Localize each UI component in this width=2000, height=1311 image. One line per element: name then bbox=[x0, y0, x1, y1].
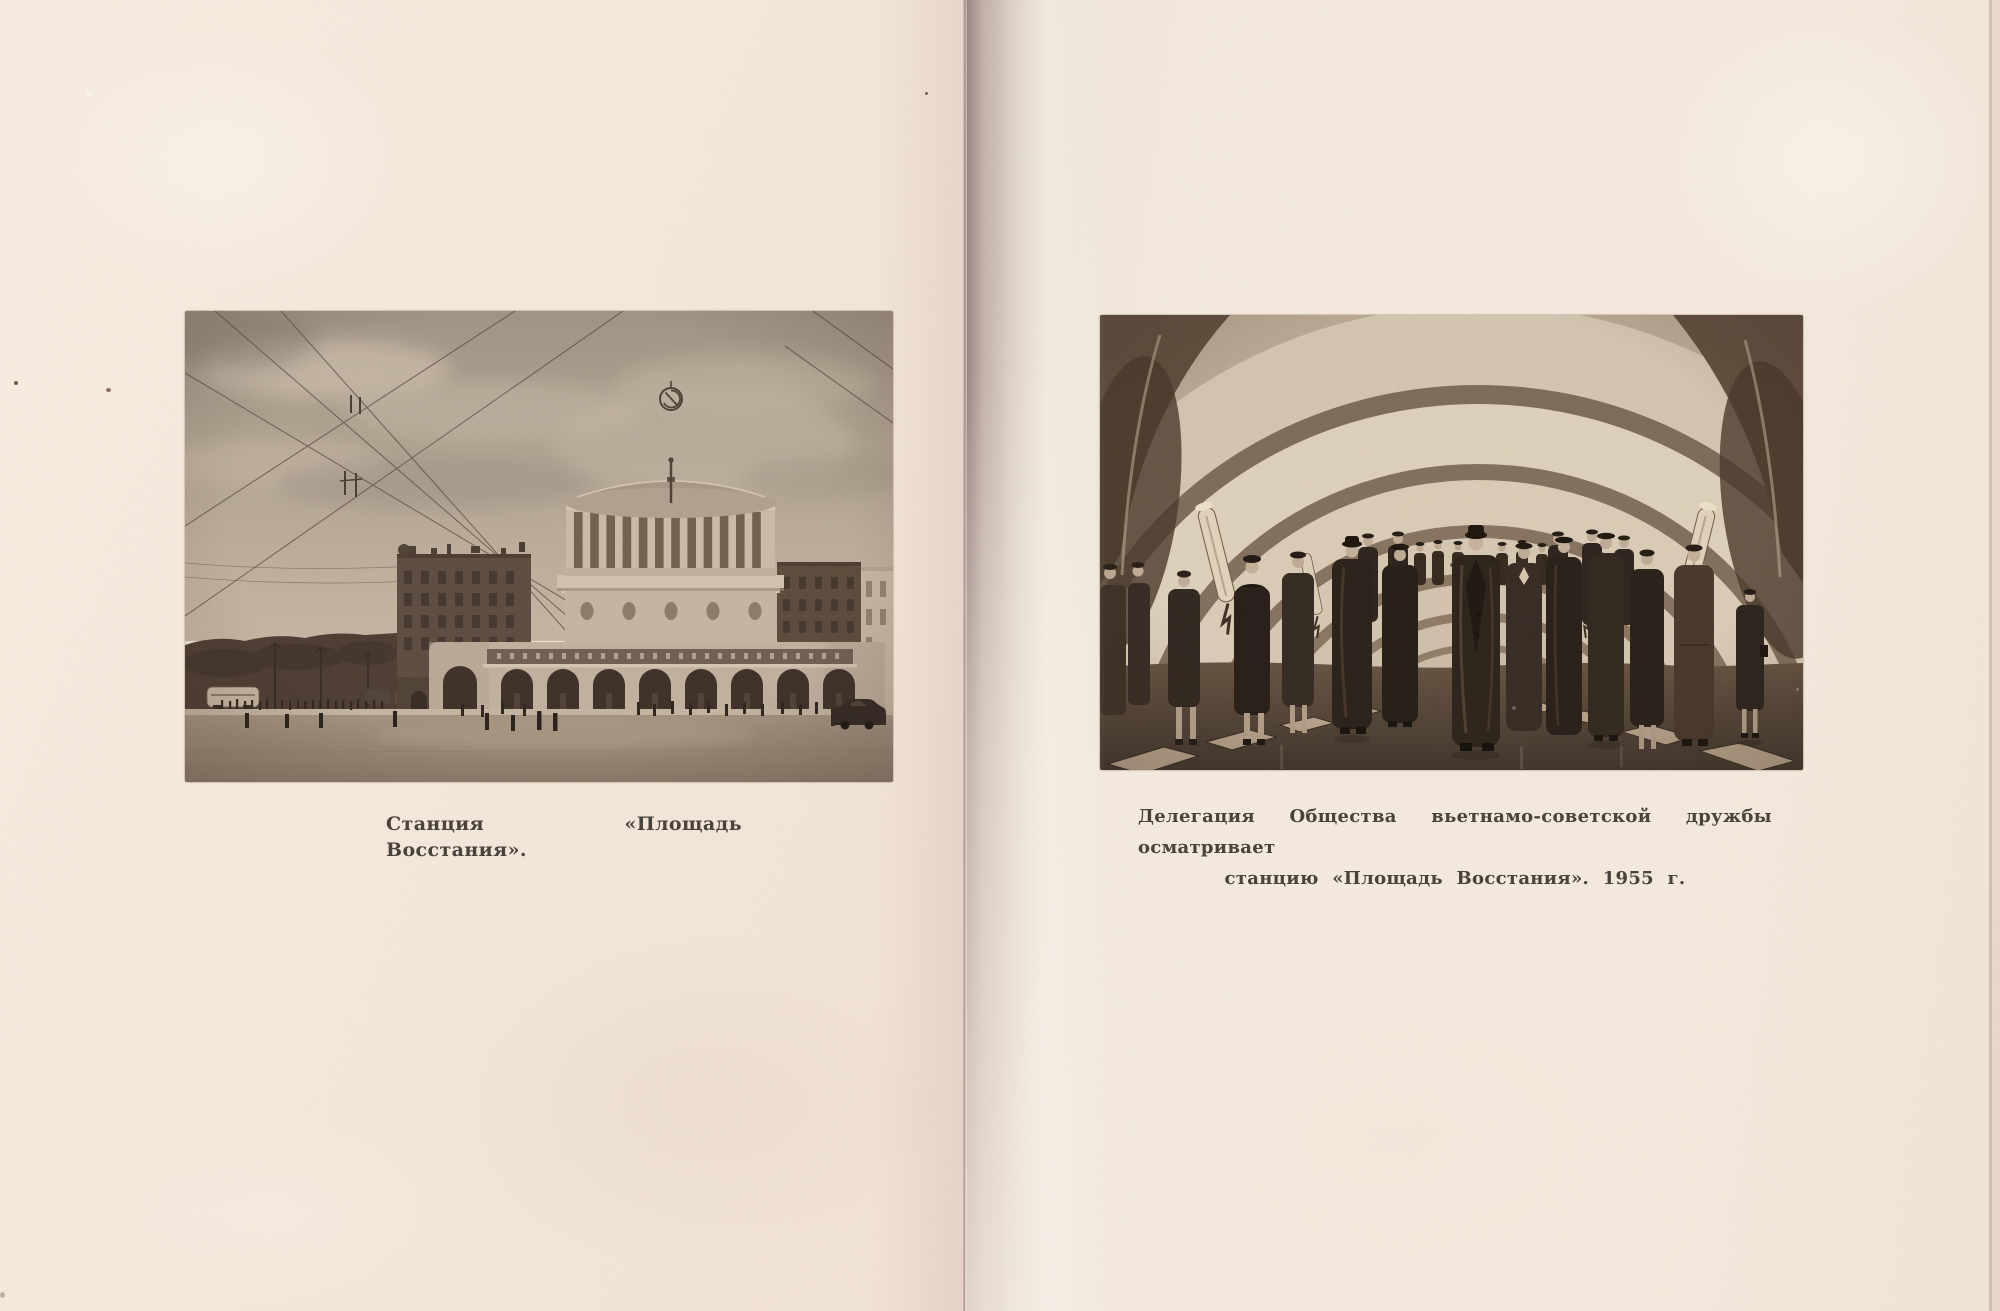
left-photo-caption: Станция «Площадь Восстания». bbox=[386, 813, 742, 861]
paper-speck bbox=[106, 388, 111, 392]
station-building-illustration bbox=[185, 311, 893, 782]
paper-tone-blotch bbox=[1660, 10, 2000, 310]
photo-vosstaniya-station-interior-delegation bbox=[1100, 315, 1803, 770]
paper-speck bbox=[86, 91, 92, 96]
left-gutter-shade bbox=[872, 0, 966, 1311]
paper-tone-blotch bbox=[1100, 980, 1700, 1300]
left-page bbox=[0, 0, 966, 1311]
paper-tone-blotch bbox=[40, 30, 400, 290]
gutter-highlight bbox=[1002, 0, 1106, 1311]
right-page-edge-strip bbox=[1992, 0, 2000, 1311]
photo-vosstaniya-station-exterior bbox=[185, 311, 893, 782]
right-photo-caption-line1: Делегация Общества вьетнамо-советской дружбы осматривает bbox=[1138, 806, 1772, 858]
metro-hall-illustration bbox=[1100, 315, 1803, 770]
paper-speck bbox=[14, 381, 18, 385]
right-page-edge bbox=[1989, 0, 1992, 1311]
paper-speck bbox=[0, 1292, 5, 1298]
right-photo-caption-line2: станцию «Площадь Восстания». 1955 г. bbox=[1224, 868, 1686, 889]
right-page bbox=[966, 0, 2000, 1311]
right-photo-caption bbox=[1138, 801, 1772, 894]
paper-tone-blotch bbox=[60, 1120, 480, 1310]
